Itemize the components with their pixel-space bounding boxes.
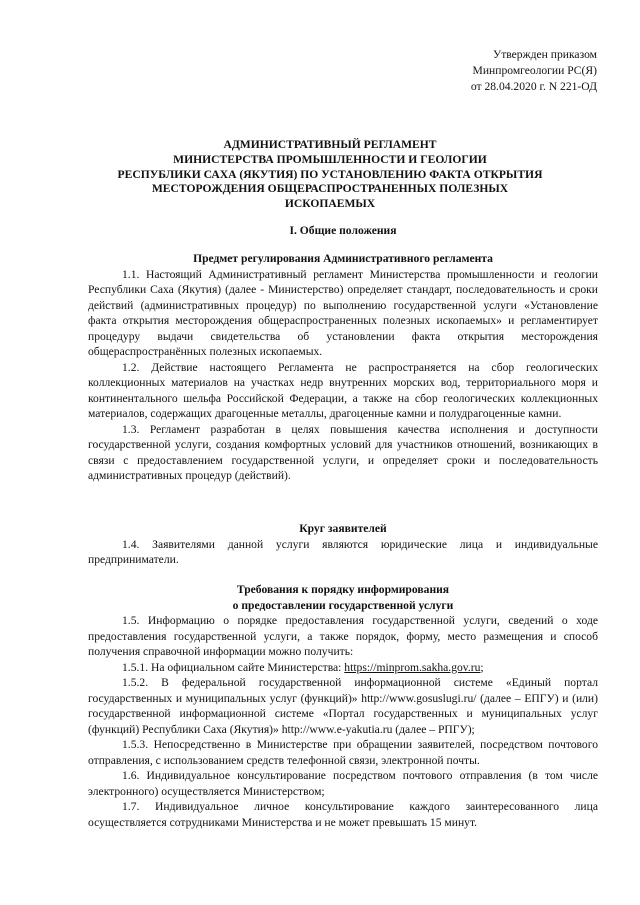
approval-line-1: Утвержден приказом [492,48,597,61]
ministry-site-link[interactable]: https://minprom.sakha.gov.ru [344,660,481,674]
paragraph-1-7: 1.7. Индивидуальное личное консультирование каждого заинтересованного лица осуществляется сотрудниками Министерства и не может превышать 15 минут. [88,800,598,829]
paragraph-1-1: 1.1. Настоящий Административный регламент Министерства промышленности и геологии Республики Саха (Якутия) (далее - Министерство) определяет стандарт, последовательность и сроки действий (административных процедур) по выполнению государственной услуги «Установление факта открытия месторождения общераспространенных полезных ископаемых» и регламентирует процедуру выдачи свидетельства об установлении факта открытия месторождения общераспространённых полезных ископаемых. [88,267,598,358]
title-line-4: МЕСТОРОЖДЕНИЯ ОБЩЕРАСПРОСТРАНЕННЫХ ПОЛЕЗНЫХ [151,182,509,196]
paragraph-1-5-3: 1.5.3. Непосредственно в Министерстве при обращении заявителей, посредством почтового отправления, с использованием средств телефонной связи, электронной почты. [88,738,598,767]
info-block [88,582,598,830]
title-line-1: АДМИНИСТРАТИВНЫЙ РЕГЛАМЕНТ [223,138,437,151]
section-heading: I. Общие положения [289,224,397,237]
paragraph-1-4: 1.4. Заявителями данной услуги являются юридические лица и индивидуальные предприниматели. [88,537,598,566]
subject-block [88,251,598,484]
applicants-block [88,521,598,568]
paragraph-1-5-1-suffix: ; [480,660,484,674]
paragraph-1-6: 1.6. Индивидуальное консультирование посредством почтового отправления (в том числе электронного) осуществляется Министерством; [88,769,598,798]
info-heading-line-2: о предоставлении государственной услуги [232,598,454,612]
subject-heading: Предмет регулирования Административного регламента [193,252,493,265]
approval-line-3: от 28.04.2020 г. N 221-ОД [470,80,597,93]
approval-stamp [397,47,597,95]
paragraph-1-3: 1.3. Регламент разработан в целях повышения качества исполнения и доступности государственной услуги, создания комфортных условий для участников отношений, возникающих в связи с предоставлением государственной услуги, и определяет сроки и последовательность административных процедур (действий). [88,422,598,482]
title-line-5: ИСКОПАЕМЫХ [284,197,376,211]
info-heading-line-1: Требования к порядку информирования [236,583,450,596]
applicants-heading: Круг заявителей [299,522,387,535]
title-line-3: РЕСПУБЛИКИ САХА (ЯКУТИЯ) ПО УСТАНОВЛЕНИЮ ФАКТА ОТКРЫТИЯ [117,167,543,181]
paragraph-1-5: 1.5. Информацию о порядке предоставления государственной услуги, сведений о ходе предоставления государственной услуги, а также порядок, форму, место размещения и способ получения справочной информации можно получить: [88,614,598,658]
paragraph-1-5-2: 1.5.2. В федеральной государственной информационной системе «Единый портал государственных и муниципальных услуг (функций)» http://www.gosuslugi.ru/ (далее – ЕПГУ) и (или) государственной информационной системе «Портал государственных и муниципальных услуг (функций) Республики Саха (Якутия)» http://www.e-yakutia.ru (далее – РПГУ); [88,676,598,736]
document-title [70,138,590,212]
title-line-2: МИНИСТЕРСТВА ПРОМЫШЛЕННОСТИ И ГЕОЛОГИИ [173,152,487,166]
paragraph-1-5-1 [88,660,598,676]
section-heading-block [88,223,598,239]
approval-line-2: Минпромгеологии РС(Я) [472,64,597,77]
paragraph-1-2: 1.2. Действие настоящего Регламента не распространяется на сбор геологических коллекционных материалов на участках недр внутренних морских вод, территориального моря и континентального шельфа Российской Федерации, а также на сбор геологических коллекционных материалов, содержащих драгоценные металлы, драгоценные камни и полудрагоценные камни. [88,360,598,420]
paragraph-1-5-1-prefix: 1.5.1. На официальном сайте Министерства: [122,660,345,674]
